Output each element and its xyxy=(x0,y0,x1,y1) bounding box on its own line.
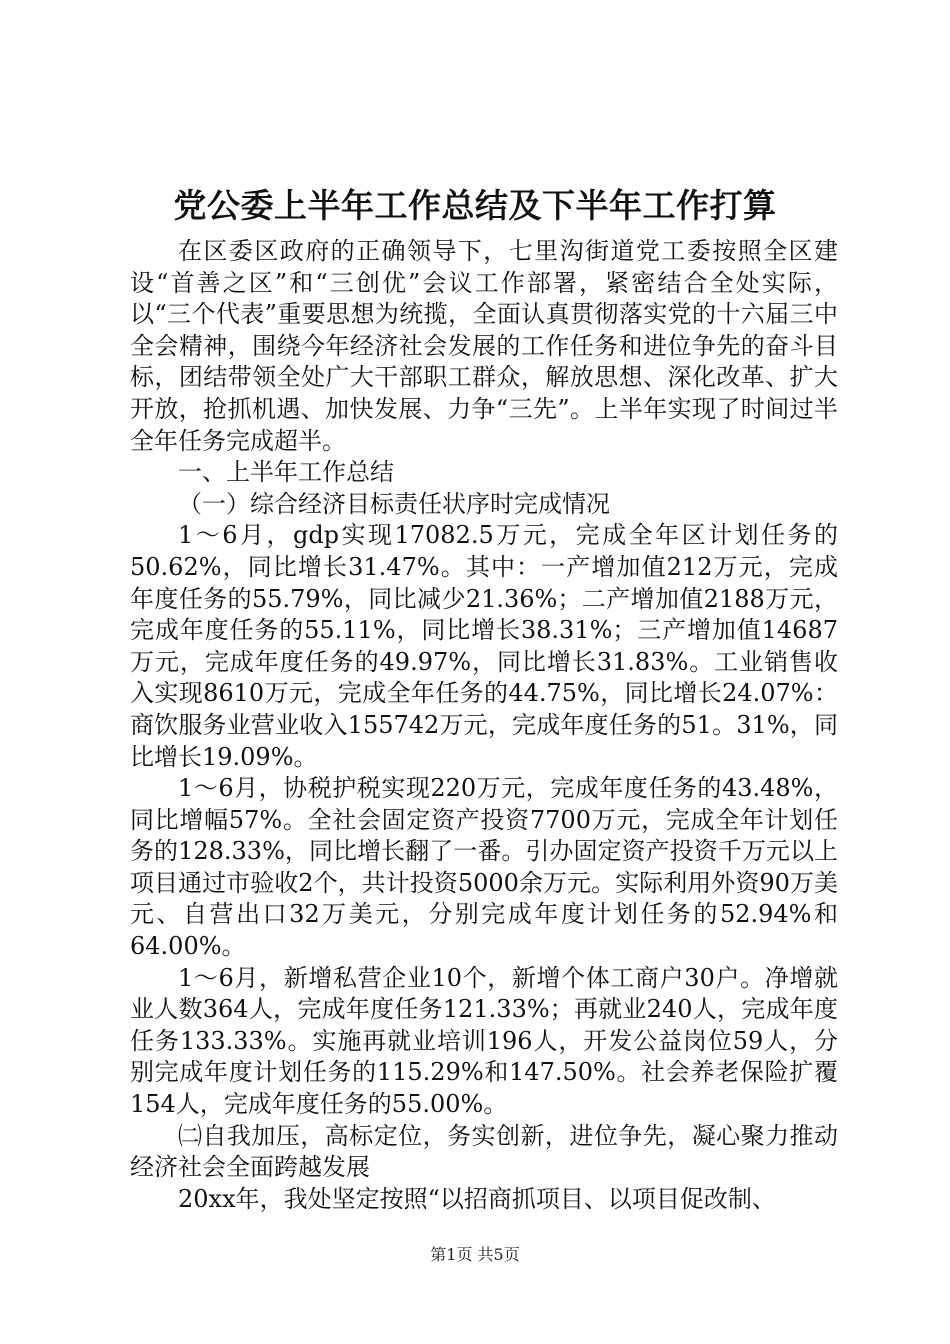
body-paragraph: 20xx年，我处坚定按照“以招商抓项目、以项目促改制、 xyxy=(178,1184,776,1213)
body-paragraph: 1～6月，gdp实现17082.5万元，完成全年区计划任务的50.62%，同比增长31.47%。其中：一产增加值212万元，完成年度任务的55.79%，同比减少21.36%；二产增加值2188万元，完成年度任务的55.11%，同比增长38.31%；三产增加值14687万元，完成年度任务的49.97%，同比增长31.83%。工业销售收入实现8610万元，完成全年任务的44.75%，同比增长24.07%：商饮服务业营业收入155742万元，完成年度任务的51。31%，同比增长19.09%。 xyxy=(130,521,838,771)
intro-paragraph: 在区委区政府的正确领导下，七里沟街道党工委按照全区建设“首善之区”和“三创优”会议工作部署，紧密结合全处实际，以“三个代表”重要思想为统揽，全面认真贯彻落实党的十六届三中全会精神，围绕今年经济社会发展的工作任务和进位争先的奋斗目标，团结带领全处广大干部职工群众，解放思想、深化改革、扩大开放，抢抓机遇、加快发展、力争“三先”。上半年实现了时间过半全年任务完成超半。 xyxy=(130,237,838,455)
body-paragraph: 1～6月，新增私营企业10个，新增个体工商户30户。净增就业人数364人，完成年度任务121.33%；再就业240人，完成年度任务133.33%。实施再就业培训196人，开发公益岗位59人，分别完成年度计划任务的115.29%和147.50%。社会养老保险扩覆154人，完成年度任务的55.00%。 xyxy=(130,963,838,1119)
subsection-heading: ㈡自我加压，高标定位，务实创新，进位争先，凝心聚力推动经济社会全面跨越发展 xyxy=(130,1121,838,1182)
subsection-heading: （一）综合经济目标责任状序时完成情况 xyxy=(178,489,610,518)
document-title: 党公委上半年工作总结及下半年工作打算 xyxy=(173,186,777,225)
document-body xyxy=(130,236,838,1215)
body-paragraph: 1～6月，协税护税实现220万元，完成年度任务的43.48%，同比增幅57%。全社会固定资产投资7700万元，完成全年计划任务的128.33%，同比增长翻了一番。引办固定资产投资千万元以上项目通过市验收2个，共计投资5000余万元。实际利用外资90万美元、自营出口32万美元，分别完成年度计划任务的52.94%和64.00%。 xyxy=(130,774,838,961)
page-footer: 第1页 共5页 xyxy=(430,1245,520,1264)
section-heading: 一、上半年工作总结 xyxy=(178,458,394,487)
